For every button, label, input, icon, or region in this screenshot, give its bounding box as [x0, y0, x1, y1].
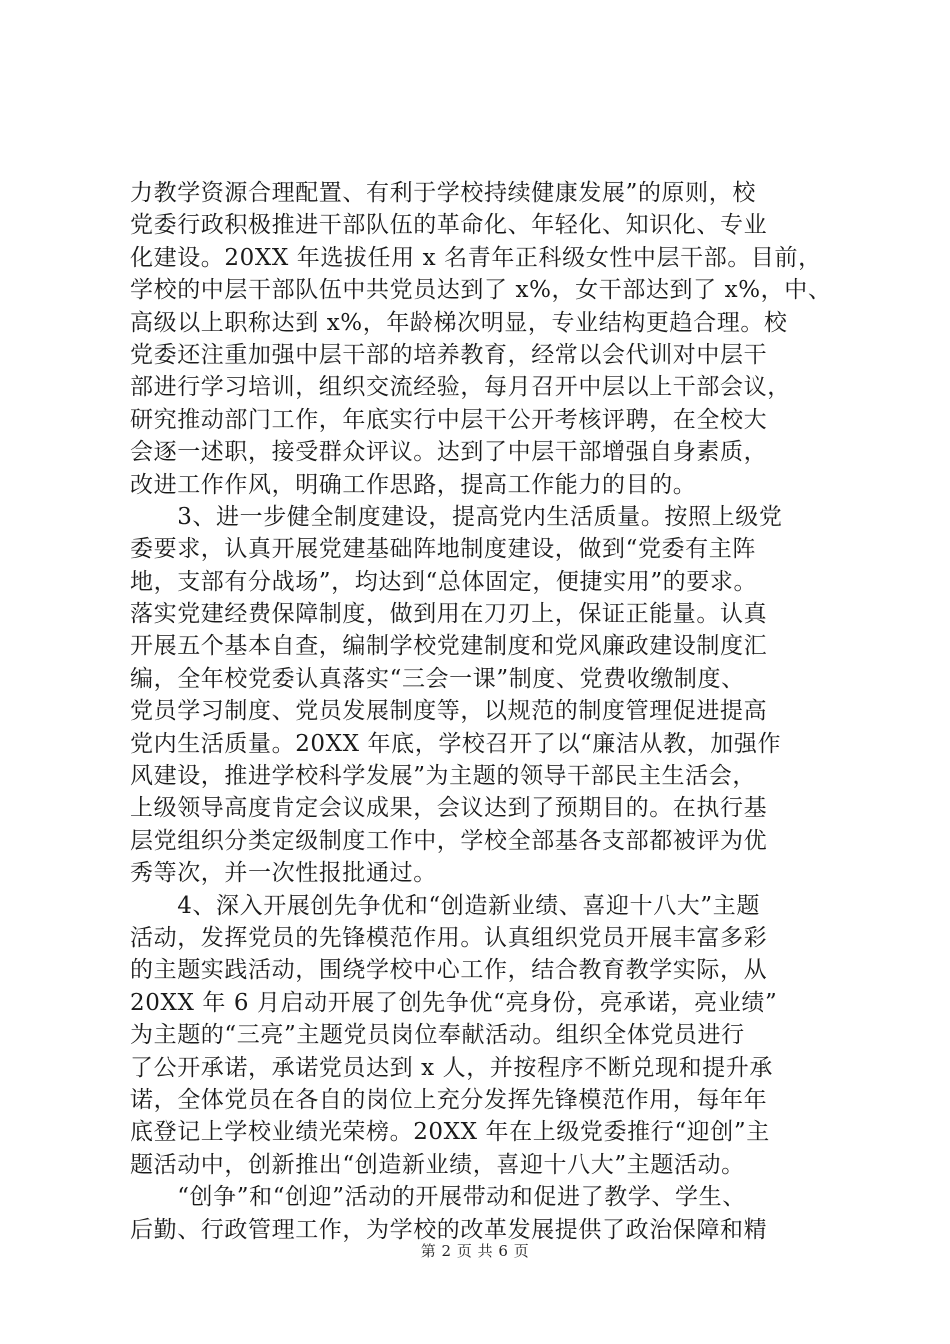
- text-line: 落实党建经费保障制度，做到用在刀刃上，保证正能量。认真: [130, 601, 768, 628]
- text-line: 风建设，推进学校科学发展”为主题的领导干部民主生活会，: [130, 763, 756, 790]
- text-line: 上级领导高度肯定会议成果，会议达到了预期目的。在执行基: [130, 795, 768, 822]
- text-line: 力教学资源合理配置、有利于学校持续健康发展”的原则，校: [130, 180, 756, 206]
- text-line: 党员学习制度、党员发展制度等，以规范的制度管理促进提高: [130, 698, 768, 725]
- text-line: 党内生活质量。20XX 年底，学校召开了以“廉洁从教，加强作: [130, 730, 782, 757]
- text-line: 部进行学习培训，组织交流经验，每月召开中层以上干部会议，: [130, 374, 791, 401]
- text-line: 的主题实践活动，围绕学校中心工作，结合教育教学实际，从: [130, 957, 768, 984]
- text-line: 层党组织分类定级制度工作中，学校全部基各支部都被评为优: [130, 827, 768, 854]
- page-footer: 第 2 页 共 6 页: [420, 1242, 530, 1260]
- text-line: 高级以上职称达到 x%，年龄梯次明显，专业结构更趋合理。校: [130, 309, 788, 336]
- text-line: 3、进一步健全制度建设，提高党内生活质量。按照上级党: [130, 503, 783, 530]
- text-line: 秀等次，并一次性报批通过。: [130, 860, 437, 887]
- text-line: 开展五个基本自查，编制学校党建制度和党风廉政建设制度汇: [130, 633, 768, 660]
- text-line: 题活动中，创新推出“创造新业绩，喜迎十八大”主题活动。: [130, 1151, 745, 1178]
- text-line: 化建设。20XX 年选拔任用 x 名青年正科级女性中层干部。目前，: [130, 244, 822, 271]
- text-line: 诺，全体党员在各自的岗位上充分发挥先锋模范作用，每年年: [130, 1086, 768, 1113]
- text-line: 党委还注重加强中层干部的培养教育，经常以会代训对中层干: [130, 341, 768, 368]
- text-line: 党委行政积极推进干部队伍的革命化、年轻化、知识化、专业: [130, 212, 768, 239]
- text-line: 底登记上学校业绩光荣榜。20XX 年在上级党委推行“迎创”主: [130, 1119, 770, 1146]
- text-line: 改进工作作风，明确工作思路，提高工作能力的目的。: [130, 471, 697, 498]
- text-line: 学校的中层干部队伍中共党员达到了 x%，女干部达到了 x%，中、: [130, 277, 832, 304]
- text-line: 活动，发挥党员的先锋模范作用。认真组织党员开展丰富多彩: [130, 924, 768, 951]
- text-line: “创争”和“创迎”活动的开展带动和促进了教学、学生、: [130, 1184, 746, 1211]
- text-line: 地，支部有分战场”，均达到“总体固定，便捷实用”的要求。: [130, 568, 758, 595]
- text-line: 了公开承诺，承诺党员达到 x 人，并按程序不断兑现和提升承: [130, 1054, 773, 1081]
- text-line: 20XX 年 6 月启动开展了创先争优“亮身份，亮承诺，亮业绩”: [130, 989, 778, 1016]
- text-line: 后勤、行政管理工作，为学校的改革发展提供了政治保障和精: [130, 1216, 768, 1243]
- text-line: 为主题的“三亮”主题党员岗位奉献活动。组织全体党员进行: [130, 1022, 745, 1049]
- text-line: 委要求，认真开展党建基础阵地制度建设，做到“党委有主阵: [130, 536, 756, 563]
- text-line: 研究推动部门工作，年底实行中层干公开考核评聘，在全校大: [130, 406, 768, 433]
- body-text: [130, 177, 830, 1246]
- text-line: 4、深入开展创先争优和“创造新业绩、喜迎十八大”主题: [130, 892, 760, 919]
- text-line: 会逐一述职，接受群众评议。达到了中层干部增强自身素质，: [130, 439, 768, 466]
- text-line: 编，全年校党委认真落实“三会一课”制度、党费收缴制度、: [130, 665, 745, 692]
